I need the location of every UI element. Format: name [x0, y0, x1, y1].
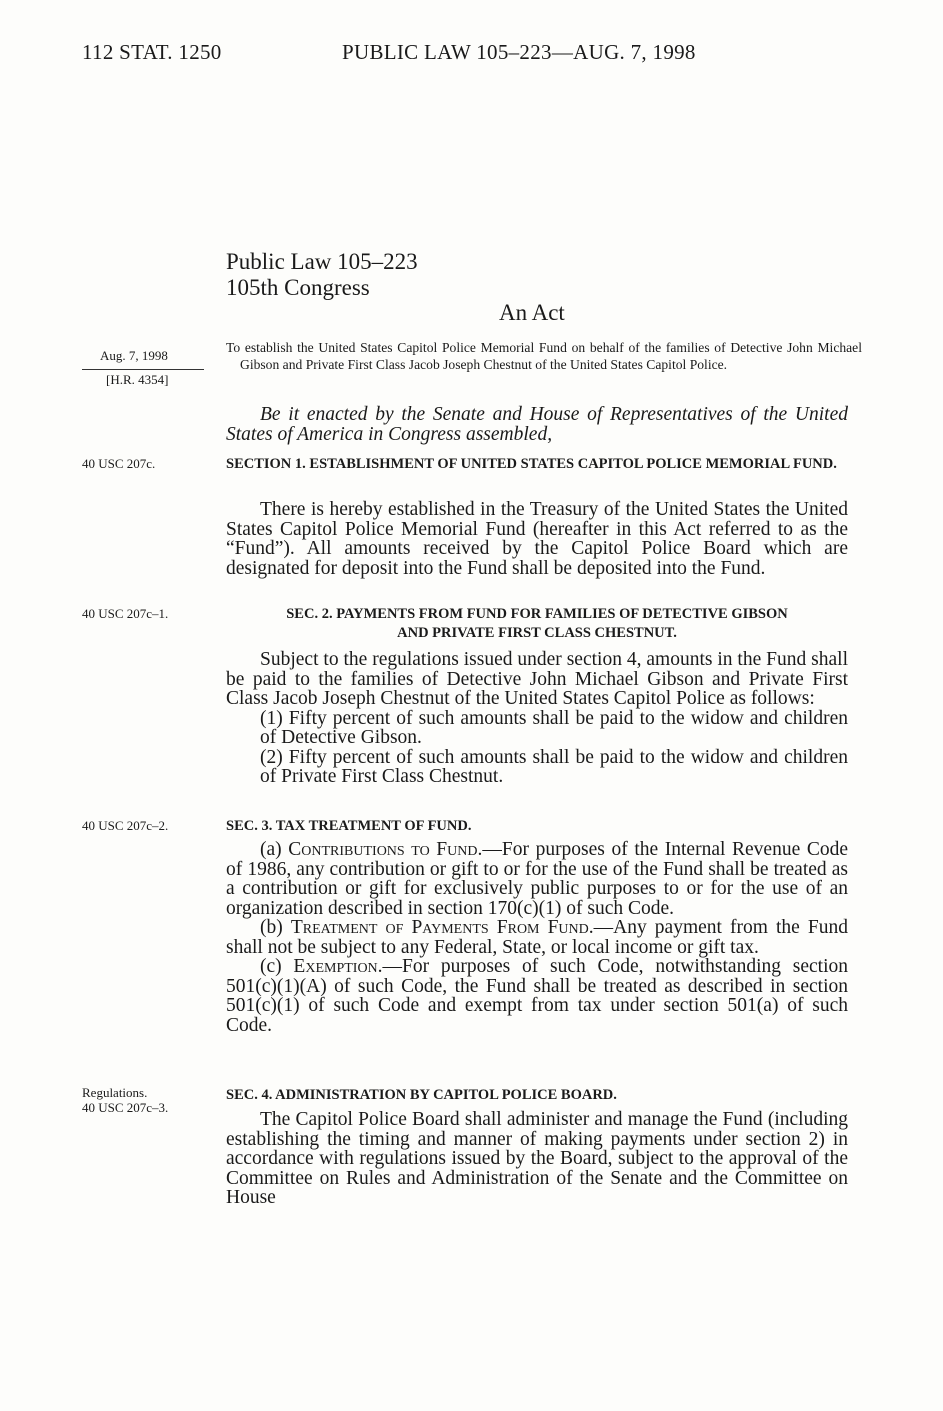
- page-stat-number: 112 STAT. 1250: [82, 40, 222, 64]
- section-2-item-2: (2) Fifty percent of such amounts shall be paid to the widow and children of Private First Class Chestnut.: [260, 746, 848, 787]
- margin-note-section-4: 40 USC 207c–3.: [82, 1100, 169, 1115]
- section-1-heading: SECTION 1. ESTABLISHMENT OF UNITED STATES CAPITOL POLICE MEMORIAL FUND.: [226, 456, 837, 472]
- margin-note-date: Aug. 7, 1998: [100, 348, 168, 363]
- purpose-clause: To establish the United States Capitol Police Memorial Fund on behalf of the families of Detective John Michael Gibson and Private First Class Jacob Joseph Chestnut of the United States Capitol Police.: [226, 340, 862, 372]
- margin-note-regulations: Regulations.: [82, 1085, 148, 1100]
- section-3-heading: SEC. 3. TAX TREATMENT OF FUND.: [226, 818, 472, 834]
- section-2-text: Subject to the regulations issued under section 4, amounts in the Fund shall be paid to the families of Detective John Michael Gibson and Private First Class Jacob Joseph Chestnut of the United States Capitol Police as follows:: [226, 649, 848, 709]
- margin-note-section-2: 40 USC 207c–1.: [82, 606, 169, 621]
- subsection-a-label: (a): [260, 839, 289, 860]
- margin-note-section-1: 40 USC 207c.: [82, 456, 156, 471]
- running-head-title: PUBLIC LAW 105–223—AUG. 7, 1998: [342, 40, 696, 64]
- subsection-b-caption: Treatment of Payments From Fund: [290, 917, 589, 938]
- subsection-b-text: .—Any payment from the Fund shall not be subject to any Federal, State, or local income or gift tax.: [226, 917, 848, 958]
- subsection-b-label: (b): [260, 917, 291, 938]
- section-3-subsection-c: [226, 957, 848, 1035]
- section-3-subsection-a: [226, 840, 848, 918]
- section-2-body: [226, 650, 848, 787]
- subsection-c-label: (c): [260, 956, 294, 977]
- public-law-number: Public Law 105–223: [226, 249, 418, 274]
- act-title: An Act: [499, 300, 565, 325]
- section-2-heading-line-2: AND PRIVATE FIRST CLASS CHESTNUT.: [397, 625, 677, 641]
- section-2-heading-line-1: SEC. 2. PAYMENTS FROM FUND FOR FAMILIES OF DETECTIVE GIBSON: [286, 606, 788, 622]
- section-1-text: There is hereby established in the Treasury of the United States the United States Capitol Police Memorial Fund (hereafter in this Act referred to as the “Fund”). All amounts received by the Capitol Police Board which are designated for deposit into the Fund shall be deposited into the Fund.: [226, 499, 848, 579]
- section-3-subsection-b: [226, 918, 848, 957]
- enacting-clause: Be it enacted by the Senate and House of Representatives of the United States of America in Congress assembled,: [226, 404, 848, 445]
- section-2-heading: [226, 605, 848, 643]
- margin-divider: [82, 369, 204, 370]
- subsection-c-text: .—For purposes of such Code, notwithstanding section 501(c)(1)(A) of such Code, the Fund shall be treated as described in section 501(c)(1) of such Code and exempt from tax under section 501(a) of such Code.: [226, 956, 848, 1036]
- section-3-body: [226, 840, 848, 1035]
- section-4-heading: SEC. 4. ADMINISTRATION BY CAPITOL POLICE BOARD.: [226, 1087, 617, 1103]
- section-4-text: The Capitol Police Board shall administer and manage the Fund (including establishing the timing and manner of making payments under section 2) in accordance with regulations issued by the Board, subject to the approval of the Committee on Rules and Administration of the Senate and the Committee on House: [226, 1109, 848, 1208]
- subsection-c-caption: Exemption: [293, 956, 378, 977]
- margin-note-section-3: 40 USC 207c–2.: [82, 818, 169, 833]
- margin-note-bill: [H.R. 4354]: [106, 372, 169, 387]
- section-2-item-1: (1) Fifty percent of such amounts shall be paid to the widow and children of Detective Gibson.: [260, 707, 848, 748]
- subsection-a-text: .—For purposes of the Internal Revenue Code of 1986, any contribution or gift to or for the use of the Fund shall be treated as a contribution or gift for exclusively public purposes to or for the use of an organization described in section 170(c)(1) of such Code.: [226, 839, 848, 919]
- congress-number: 105th Congress: [226, 275, 370, 300]
- subsection-a-caption: Contributions to Fund: [288, 839, 478, 860]
